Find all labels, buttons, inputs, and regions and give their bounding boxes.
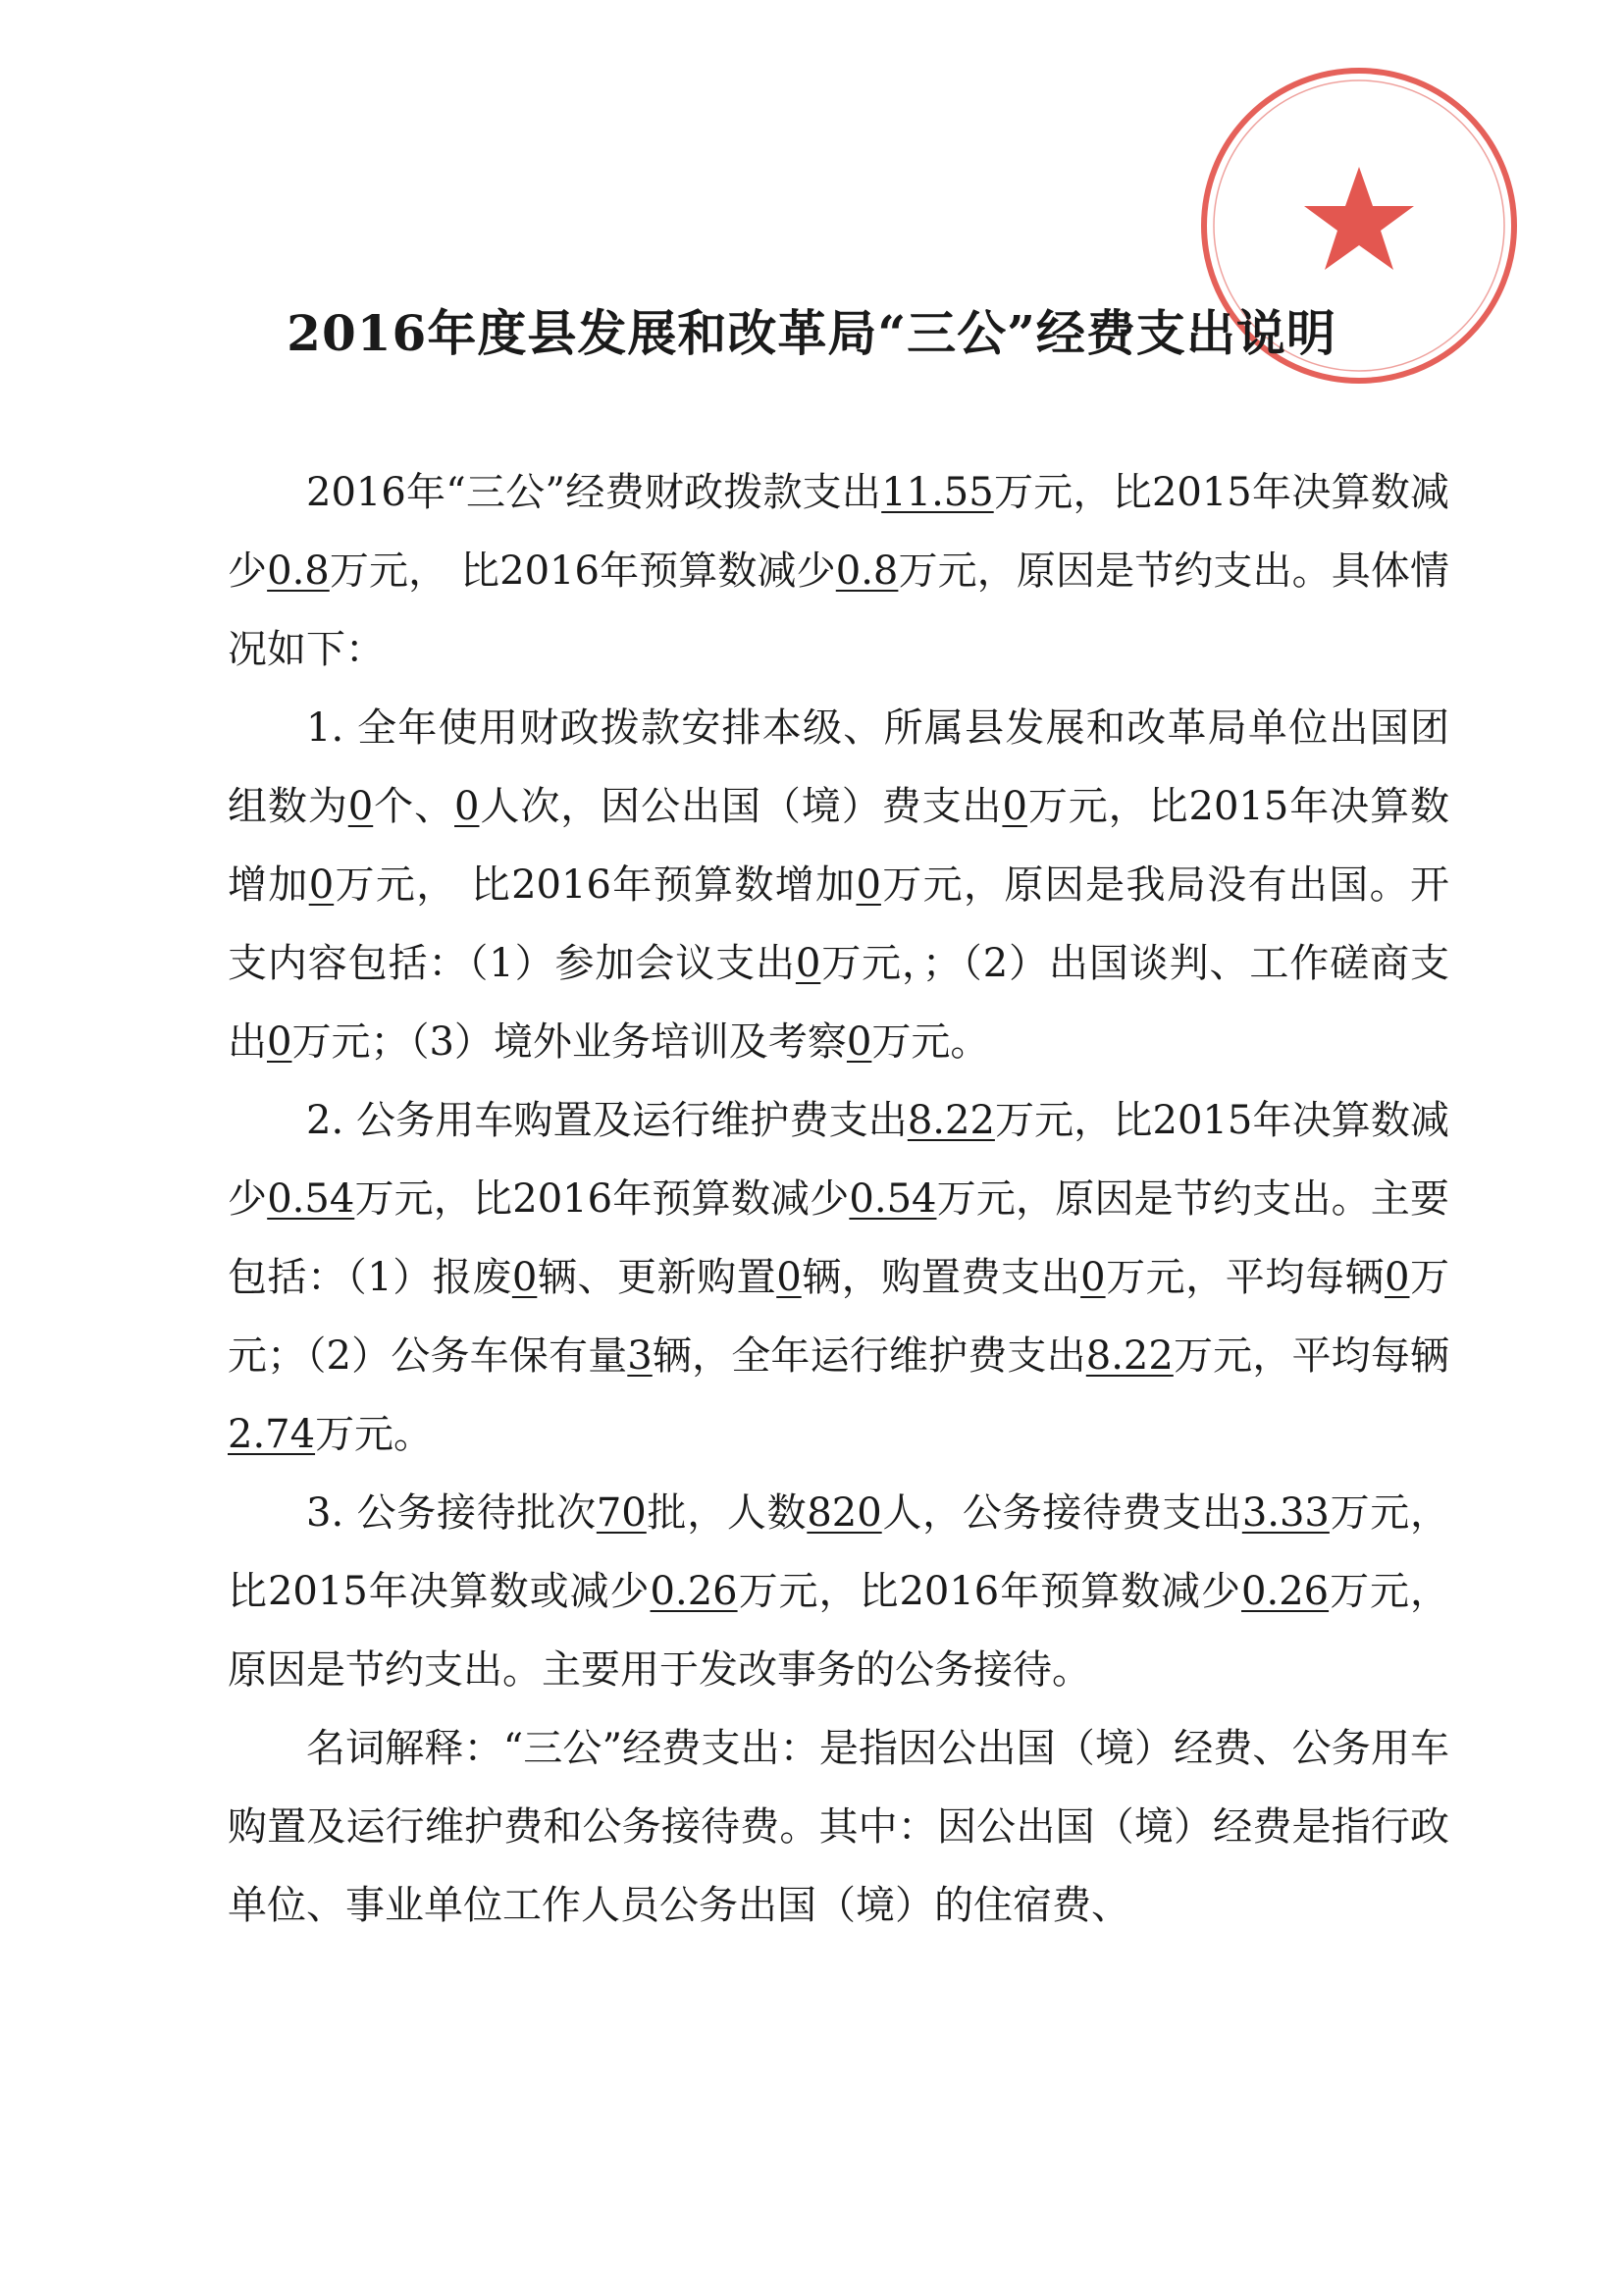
text-run: 3. 公务接待批次 xyxy=(306,1490,597,1536)
text-run: 万元，比2015年决算数或减少 xyxy=(228,1490,1450,1614)
text-run: 万元，比2016年预算数减少 xyxy=(354,1176,850,1222)
value-meetings: 0 xyxy=(795,941,821,986)
value-training: 0 xyxy=(846,1019,872,1065)
value-reception-expense: 3.33 xyxy=(1241,1490,1330,1536)
value-purchase-cost: 0 xyxy=(1080,1255,1106,1300)
value-purchased: 0 xyxy=(776,1255,802,1300)
text-run: 万元，平均每辆 xyxy=(1105,1255,1386,1300)
text-run: 辆、更新购置 xyxy=(537,1255,777,1300)
value-total: 11.55 xyxy=(881,470,994,515)
text-run: 辆，购置费支出 xyxy=(801,1255,1081,1300)
text-run: 万元，原因是节约支出。具体情况如下： xyxy=(228,548,1450,672)
text-run: 辆，全年运行维护费支出 xyxy=(652,1333,1086,1379)
value-decrease-vs-2015: 0.26 xyxy=(650,1569,738,1614)
value-maintenance: 8.22 xyxy=(1085,1333,1174,1379)
text-run: 个、 xyxy=(373,784,455,829)
value-decrease-vs-2015: 0.8 xyxy=(267,548,330,594)
value-vehicle-expense: 8.22 xyxy=(907,1098,995,1143)
paragraph-summary xyxy=(228,453,1449,689)
text-run: 万元， 比2016年预算数减少 xyxy=(329,548,836,594)
text-run: 批，人数 xyxy=(646,1490,808,1536)
value-overseas-expense: 0 xyxy=(1002,784,1027,829)
text-run: 2. 公务用车购置及运行维护费支出 xyxy=(306,1098,908,1143)
value-purchase-avg: 0 xyxy=(1385,1255,1410,1300)
text-run: 万元；（2）公务车保有量 xyxy=(228,1255,1450,1379)
text-run: 万元，比2015年决算数减少 xyxy=(228,470,1449,594)
document-title: 2016年度县发展和改革局“三公”经费支出说明 xyxy=(287,304,1336,362)
text-run: 1. 全年使用财政拨款安排本级、所属县发展和改革局单位出国团组数为 xyxy=(228,705,1449,829)
text-run: 万元， 比2016年预算数增加 xyxy=(334,862,857,908)
text-run: 人次，因公出国（境）费支出 xyxy=(479,784,1003,829)
paragraph-reception xyxy=(228,1474,1449,1709)
text-run: 万元；（3）境外业务培训及考察 xyxy=(291,1019,847,1065)
value-people: 820 xyxy=(807,1490,882,1536)
value-decrease-vs-budget: 0.54 xyxy=(849,1176,937,1222)
star-icon xyxy=(1304,167,1414,270)
text-run: 万元，平均每辆 xyxy=(1173,1333,1450,1379)
text-run: 万元，原因是我局没有出国。开支内容包括：（1）参加会议支出 xyxy=(228,862,1450,986)
value-maintenance-avg: 2.74 xyxy=(228,1412,316,1457)
value-decrease-vs-budget: 0.26 xyxy=(1241,1569,1330,1614)
value-change-vs-2015: 0 xyxy=(308,862,335,908)
value-fleet-size: 3 xyxy=(627,1333,653,1379)
text-run: 万元，比2015年决算数增加 xyxy=(228,784,1450,908)
value-change-vs-budget: 0 xyxy=(856,862,881,908)
text-run: 万元，原因是节约支出。主要用于发改事务的公务接待。 xyxy=(228,1569,1450,1693)
text-run: 万元，原因是节约支出。主要包括：（1）报废 xyxy=(228,1176,1450,1300)
text-run: 万元，比2016年预算数减少 xyxy=(737,1569,1242,1614)
text-run: 2016年“三公”经费财政拨款支出 xyxy=(306,470,882,515)
text-run: 万元。 xyxy=(315,1412,434,1457)
paragraph-overseas xyxy=(228,689,1449,1081)
value-scrapped: 0 xyxy=(511,1255,538,1300)
paragraph-definitions: 名词解释：“三公”经费支出：是指因公出国（境）经费、公务用车购置及运行维护费和公务接待费。其中：因公出国（境）经费是指行政单位、事业单位工作人员公务出国（境）的住宿费、 xyxy=(228,1726,1449,1928)
value-persons: 0 xyxy=(454,784,480,829)
value-decrease-vs-budget: 0.8 xyxy=(835,548,899,594)
text-run: 万元，；（2）出国谈判、工作磋商支出 xyxy=(228,941,1449,1065)
value-batches: 70 xyxy=(596,1490,647,1536)
paragraph-vehicles xyxy=(228,1081,1449,1474)
text-run: 万元，比2015年决算数减少 xyxy=(228,1098,1450,1222)
value-groups: 0 xyxy=(347,784,374,829)
value-decrease-vs-2015: 0.54 xyxy=(267,1176,355,1222)
document-body xyxy=(228,453,1449,1945)
text-run: 万元。 xyxy=(871,1019,990,1065)
text-run: 人，公务接待费支出 xyxy=(881,1490,1242,1536)
value-negotiation: 0 xyxy=(267,1019,292,1065)
